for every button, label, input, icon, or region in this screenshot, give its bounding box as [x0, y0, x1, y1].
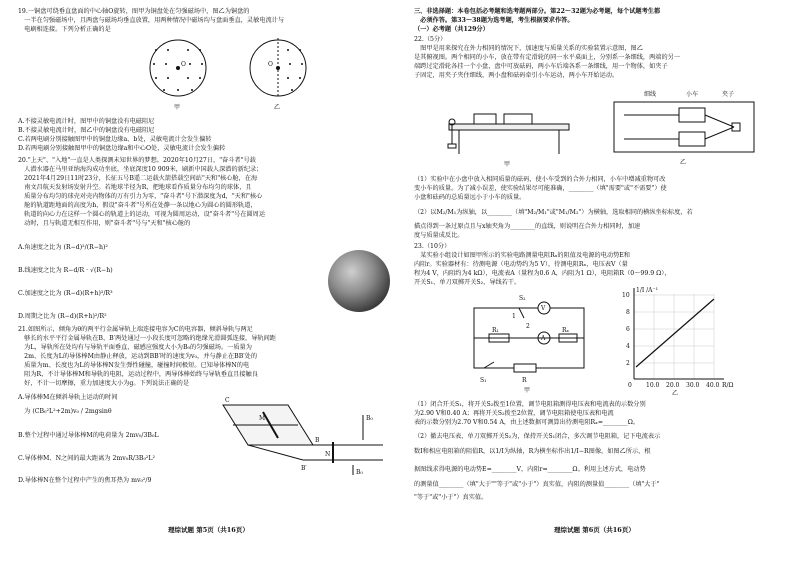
terminal-1-label: 1: [512, 313, 516, 320]
capacitor-label: C: [225, 397, 230, 404]
graph-inverse-current: [614, 284, 754, 396]
field-b0-label: B₀: [356, 469, 363, 476]
q22-line: 子固定，用夹子夹住细线，两小盘和砝码牵引小车运动，两小车开始运动。: [414, 72, 619, 79]
q21-option-d: D.导体棒N在整个过程中产生的焦耳热为 mv₀²/9: [18, 477, 152, 484]
q23-line: 程为4 V，内阻约为4 kΩ），电流表A（量程为0.6 A，内阻为1 Ω），电阻箱R（0～99.9 Ω），: [414, 270, 671, 277]
q23-part2: 数I和相应电阻箱的阻值R，以1/I为纵轴，R为横坐标作出1/I−R图像，如图乙所示，根: [414, 448, 651, 455]
figure-label-yi: 乙: [680, 159, 687, 166]
figure-label-jia: 甲: [504, 161, 511, 168]
q20-option-a: A.角速度之比为 (R−d)²/(R−h)²: [18, 244, 108, 251]
ammeter-label: A: [541, 335, 546, 342]
section-subheader: （一）必考题（共129分）: [414, 26, 489, 33]
q22-line: 图甲是用来探究在外力相同的情况下，加速度与质量关系的实验装置示意图，图乙: [414, 45, 643, 52]
figure-label-yi: 乙: [274, 104, 281, 111]
q22-part1: 变小车的质量。为了减小误差，使实验结果尽可能准确，________（填"需要"或"不需要"）使: [414, 185, 667, 192]
section-header: 必须作答。第33～38题为选考题，考生根据要求作答。: [414, 17, 574, 24]
string-label: 细线: [644, 91, 657, 98]
q20-line: 动时，且与轨道无相互作用，则"奋斗者"号与"天和"核心舱的: [18, 220, 191, 227]
rod-n-label: N: [325, 451, 331, 458]
q19-option-b: B.不接灵敏电流计时，图乙中的铜盘没有电磁阻尼: [18, 127, 155, 134]
q21-line: 为L，导轨所在处均有与导轨平面垂直，磁感应强度大小为B₀的匀强磁场。一质量为: [18, 344, 252, 351]
q22-line: 是其俯视图。两个相同的小车，放在带有定滑轮的同一水平桌面上，分别系一条细线，两端的另一: [414, 54, 681, 61]
q21-option-b: B.整个过程中通过导体棒M的电荷量为 2mv₀/3B₀L: [18, 432, 159, 439]
graph-x-tick: 40.0: [706, 382, 720, 389]
q23-part2: 据图线求得电源的电动势E=________V，内阻r=________Ω。利用上述方式，电动势: [414, 466, 646, 473]
q20-line: 质量分布均匀的球壳对壳内物体的万有引力为零，"奋斗者"号下潜深度为d，"天和"核心: [18, 193, 263, 200]
q21-line: 够长的水平平行金属导轨在B、B′两处通过一小段长度可忽略的绝缘光滑圆弧连接，导轨间距: [18, 335, 276, 342]
graph-ylabel: 1/I /A⁻¹: [636, 287, 659, 294]
graph-y-tick: 4: [626, 343, 630, 350]
q23-part1: 表的示数分别为2.70 V和0.54 A，由上述数据可测算出待测电阻Rₓ=________Ω。: [414, 419, 640, 426]
q21-option-a: A.导体棒M在倾斜导轨上运动的时间: [18, 394, 118, 401]
field-b0-label: B₀: [366, 415, 373, 422]
q19-line: 电刷相连接。下列分析正确的是: [18, 26, 111, 33]
graph-y-tick: 10: [622, 292, 630, 299]
q20-line: 2021年4月29日11时23分，长征五号B遥二运载火箭搭载空间站"天和"核心舱，在海: [18, 175, 258, 182]
clip-label: 夹子: [722, 91, 735, 98]
q21-line: 好，不计一切摩擦，重力加速度大小为g。下列说法正确的是: [18, 380, 190, 387]
q23-part2: 的测量值________（填"大于""等于"或"小于"）真实值，内阻的测量值________（填"大于": [414, 481, 660, 488]
q21-line: 2m、长度为L的导体棒M由静止释放，运动到BB′时的速度为v₀，并与静止在BB′处的: [18, 353, 258, 360]
graph-caption: 乙: [672, 390, 679, 397]
switch-s2-label: S₂: [519, 295, 526, 302]
q22-part1: 小盘和砝码的总质量远小于小车的质量。: [414, 194, 526, 201]
q21-line: 质量为m、长度也为L的导体棒N发生弹性碰撞，碰撞时间极短。已知导体棒N的电: [18, 362, 250, 369]
graph-x-tick: 10.0: [646, 382, 660, 389]
graph-y-tick: 8: [626, 309, 630, 316]
q22-title: 22.（5分）: [414, 36, 447, 43]
figure-label-jia: 甲: [174, 104, 181, 111]
q23-part1: 为2.90 V和0.40 A；再将开关S₂拨至2位置，调节电阻箱使电压表和电流: [414, 410, 614, 417]
copper-disc-figure: [128, 36, 328, 116]
q22-part1: （1）实验中在小盘中放入相同质量的砝码，使小车受到的合外力相同，小车中增减重物可改: [414, 176, 666, 183]
cart-figure: [444, 84, 764, 170]
q23-part1: （1）闭合开关S₁，将开关S₂拨至1位置，调节电阻箱测得电压表和电流表的示数分别: [414, 401, 646, 408]
q22-part2: 描点得到一条过原点且与x轴夹角为________的直线，则说明在合外力相同时，加速: [414, 223, 641, 230]
rail-figure: [203, 390, 388, 475]
q23-title: 23.（10分）: [414, 243, 451, 250]
q23-part2: "等于"或"小于"）真实值。: [414, 494, 488, 501]
terminal-2-label: 2: [526, 323, 530, 330]
q20-line: 轨道的向心力在这样一个圆心的轨道上的运动，可视为圆周运动，设"奋斗者"号在圆周运: [18, 211, 266, 218]
q20-line: 舱的轨道距地面的高度为h，假设"奋斗者"号所在处静一条以地心为圆心的圆形轨道，: [18, 202, 257, 209]
rod-m-label: M: [259, 415, 266, 422]
q20-option-b: B.线速度之比为 R−d/R · √(R−h): [18, 267, 113, 274]
q23-part2: （2）撤去电压表、单刀双掷开关S₂为，保持开关S₁闭合，多次调节电阻箱，记下电流表示: [414, 433, 661, 440]
q21-option-c: C.导体棒M、N之间的最大距离为 2mv₀R/3B₀²L²: [18, 455, 156, 462]
cart-label: 小车: [686, 91, 699, 98]
q20-line: 人潜水器在马里亚纳海沟成功坐底，坐底深度10 909米，刷新中国载人深潜的新纪录；: [18, 166, 263, 173]
axis-label-o: O: [181, 61, 186, 68]
graph-xlabel: R/Ω: [722, 382, 734, 389]
q20-line: 20."上天"、"入地"一直是人类探测未知世界的梦想。2020年10月27日，"奋斗者"号载: [18, 157, 256, 164]
point-b2-label: B′: [301, 465, 307, 472]
q20-line: 南文昌航天发射场发射升空。若地球半径为R，把地球看作质量分布均匀的球体，且: [18, 184, 252, 191]
q22-part2: 度与质量成反比。: [414, 232, 464, 239]
point-b-label: B: [315, 437, 320, 444]
q19-line: 19.一铜盘可绕垂直盘面的中心轴O旋转，图甲为铜盘处在匀强磁场中，图乙为铜盘的: [18, 8, 250, 15]
switch-s1-label: S₁: [480, 377, 487, 384]
page-footer: 理综试题 第6页（共16页）: [554, 526, 635, 534]
resistor-r1-label: R₁: [492, 327, 499, 334]
q19-option-a: A.不接灵敏电流计时，图甲中的铜盘没有电磁阻尼: [18, 118, 155, 125]
circuit-diagram: [464, 288, 594, 394]
section-header: 三、非选择题：本卷包括必考题和选考题两部分。第22～32题为必考题，每个试题考生都: [414, 8, 661, 15]
graph-y-tick: 6: [626, 326, 630, 333]
q19-line: 一半在匀强磁场中，且两盘与磁场均垂直放置，用两种情况中磁场均与盘面垂直，灵敏电流计与: [18, 17, 285, 24]
earth-photo: [328, 250, 390, 312]
q23-line: 开关S₁、单刀双掷开关S₂，导线若干。: [414, 279, 521, 286]
voltmeter-label: V: [541, 305, 546, 312]
q19-option-c: C.若两电刷分别接触图甲中的铜盘边缘a、b处，灵敏电流计会发生偏转: [18, 136, 212, 143]
q23-line: 内阻r。实验器材有：待测电源（电动势约为5 V），待测电阻Rₓ，电压表V（量: [414, 261, 628, 268]
q23-line: 某实验小组设计如图甲所示的实验电路测量电阻Rₓ的阻值及电源的电动势E和: [414, 252, 630, 259]
q22-line: 端跨过定滑轮各挂一个小盘，盘中可放砝码，两小车后端各系一条细线，用一个物体，如夹子: [414, 63, 668, 70]
q20-option-c: C.加速度之比为 (R−d)(R+h)²/R³: [18, 290, 113, 297]
figure-label-jia: 甲: [524, 387, 531, 394]
graph-x-tick: 30.0: [686, 382, 700, 389]
q19-option-d: D.若两电刷分别接触图甲中的铜盘边缘a和中心O处，灵敏电流计会发生偏转: [18, 145, 226, 152]
left-page: [18, 0, 390, 561]
graph-origin: 0: [628, 382, 632, 389]
graph-y-tick: 2: [626, 360, 630, 367]
q20-option-d: D.周期之比为 (R−d)(R+h)²/R²: [18, 313, 107, 320]
q21-option-a-formula: 为 (CB₀²L²+2m)v₀ / 2mgsinθ: [18, 408, 112, 415]
q22-part2: （2）以M₂/M₁为纵轴，以________（填"M₂/M₁"或"M₁/M₂"）为横轴，选取相同的横纵坐标标度，若: [414, 209, 693, 216]
q21-line: 阻为R，不计导体棒M和导轨的电阻，运动过程中，两导体棒始终与导轨垂直且接触良: [18, 371, 258, 378]
q21-line: 21.如图所示，倾角为θ的两平行金属导轨上端连接电容为C的电容器，倾斜导轨与两足: [18, 326, 253, 333]
page-footer: 理综试题 第5页（共16页）: [168, 526, 249, 534]
axis-label-o: O: [268, 61, 273, 68]
resistor-box-label: R: [522, 377, 527, 384]
graph-x-tick: 20.0: [666, 382, 680, 389]
resistor-rx-label: Rₓ: [562, 327, 570, 334]
right-page: [414, 0, 786, 561]
